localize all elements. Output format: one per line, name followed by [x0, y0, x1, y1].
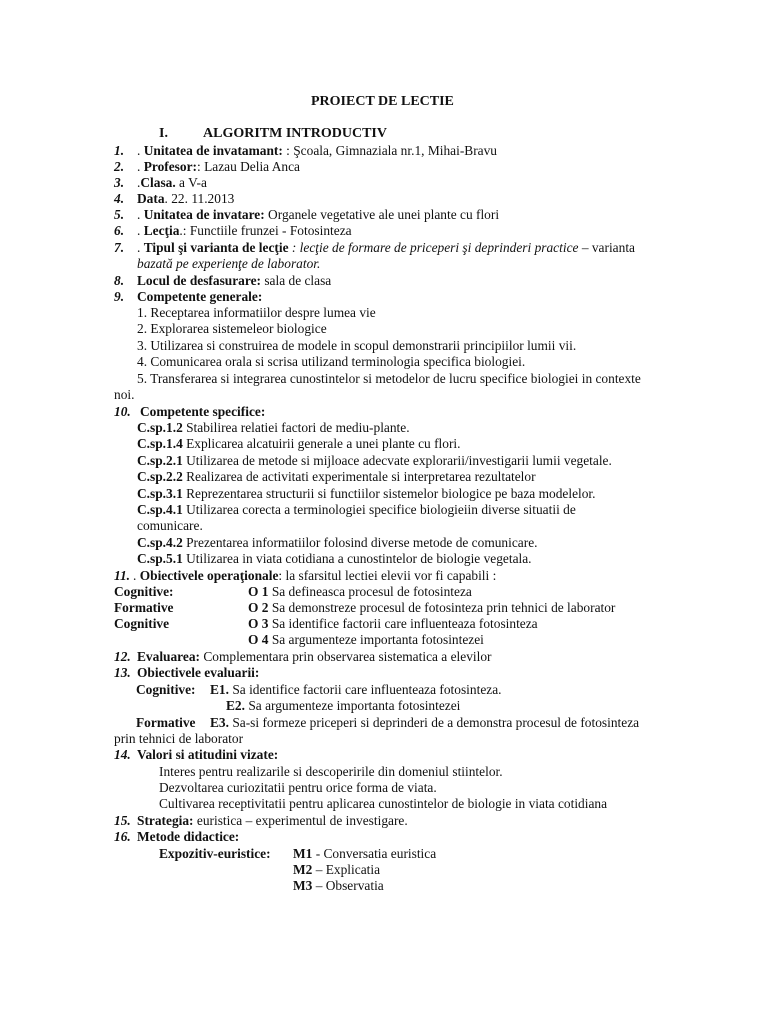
evaluation-code: E3. [210, 715, 229, 730]
list-item: 1. Receptarea informatiilor despre lumea vie [137, 305, 376, 320]
competence-code: C.sp.4.1 [137, 502, 183, 517]
item-locul [137, 273, 331, 289]
category-label: Cognitive [114, 616, 170, 631]
item-number: 12. [114, 649, 131, 664]
competence-text: Prezentarea informatiilor folosind diverse metode de comunicare. [182, 535, 538, 550]
item-label: Clasa. [140, 175, 176, 190]
list-item [137, 502, 576, 518]
evaluation-item [210, 715, 639, 731]
item-number: 2. [114, 159, 125, 174]
evaluation-item [210, 682, 502, 698]
list-item-continuation: comunicare. [137, 518, 203, 533]
objective-item [248, 616, 538, 632]
method-item [293, 862, 380, 878]
competence-text: Stabilirea relatiei factori de mediu-plante. [182, 420, 410, 435]
list-item: 5. Transferarea si integrarea cunostintelor si metodelor de lucru specifice biologiei in contexte [137, 371, 641, 386]
objective-category [114, 584, 174, 600]
item-prefix: . [137, 223, 144, 238]
item-data [137, 191, 234, 207]
method-item [293, 846, 436, 862]
item-label: Lecţia [143, 223, 180, 238]
item-number: 7. [114, 240, 125, 255]
item-number: 1. [114, 143, 125, 158]
item-prefix: . [137, 240, 144, 255]
item-value: sala de clasa [260, 273, 332, 288]
item-label: Data [137, 191, 165, 206]
list-item: 4. Comunicarea orala si scrisa utilizand terminologia specifica biologiei. [137, 354, 526, 369]
item-label: Valori si atitudini vizate: [137, 747, 279, 762]
item-number: 9. [114, 289, 125, 304]
item-evaluarea [137, 649, 492, 665]
list-item [137, 551, 532, 567]
item-label: Strategia: [137, 813, 194, 828]
competence-code: C.sp.1.4 [137, 436, 183, 451]
list-item [137, 535, 537, 551]
method-text: – Observatia [312, 878, 384, 893]
objective-text: Sa defineasca procesul de fotosinteza [268, 584, 472, 599]
item-number: 14. [114, 747, 131, 762]
method-code: M1 [293, 846, 313, 861]
item-prefix: . [137, 207, 144, 222]
item-number: 13. [114, 665, 131, 680]
item-label: Metode didactice: [137, 829, 240, 844]
item-number: 15. [114, 813, 131, 828]
item-prefix: . [137, 143, 144, 158]
item-number: 4. [114, 191, 125, 206]
item-number: 16. [114, 829, 131, 844]
objective-text: Sa demonstreze procesul de fotosinteza prin tehnici de laborator [268, 600, 616, 615]
item-value: .: Functiile frunzei - Fotosinteza [179, 223, 352, 238]
list-item [137, 436, 460, 452]
item-value: Organele vegetative ale unei plante cu flori [264, 207, 500, 222]
objective-item [248, 632, 484, 648]
method-text: – Explicatia [312, 862, 381, 877]
objective-text: Sa argumenteze importanta fotosintezei [268, 632, 484, 647]
item-number: 8. [114, 273, 125, 288]
section-heading: ALGORITM INTRODUCTIV [203, 126, 387, 141]
evaluation-category [136, 715, 196, 731]
item-value-italic: bazată pe experienţe de laborator. [137, 256, 321, 271]
item-lectia [137, 223, 352, 239]
item-label: Locul de desfasurare: [137, 273, 261, 288]
item-value: – varianta [578, 240, 635, 255]
competence-code: C.sp.1.2 [137, 420, 183, 435]
item-value: : Lazau Delia Anca [197, 159, 300, 174]
item-prefix: . [137, 159, 144, 174]
item-competente-specifice [140, 404, 265, 420]
evaluation-code: E1. [210, 682, 229, 697]
competence-code: C.sp.2.2 [137, 469, 183, 484]
competence-text: Utilizarea corecta a terminologiei specifice biologieiin diverse situatii de [182, 502, 576, 517]
competence-text: Realizarea de activitati experimentale si interpretarea rezultatelor [182, 469, 536, 484]
method-item [293, 878, 384, 894]
item-metode [137, 829, 239, 845]
item-value-italic: : lecţie de formare de priceperi şi deprinderi practice [288, 240, 579, 255]
item-label: Unitatea de invatare: [143, 207, 265, 222]
list-item [137, 486, 596, 502]
page-title: PROIECT DE LECTIE [311, 94, 454, 109]
item-label: Competente specifice: [140, 404, 266, 419]
method-code: M3 [293, 878, 313, 893]
competence-text: Utilizarea in viata cotidiana a cunostintelor de biologie vegetala. [182, 551, 532, 566]
list-item [137, 420, 410, 436]
competence-text: Reprezentarea structurii si functiilor sistemelor biologice pe baza modelelor. [182, 486, 596, 501]
objective-code: O 2 [248, 600, 269, 615]
item-value: Complementara prin observarea sistematica a elevilor [199, 649, 492, 664]
item-number: 10. [114, 404, 131, 419]
list-item: Cultivarea receptivitatii pentru aplicarea cunostintelor de biologie in viata cotidiana [159, 796, 608, 811]
item-label: Obiectivele evaluarii: [137, 665, 260, 680]
item-label: Competente generale: [137, 289, 263, 304]
competence-code: C.sp.4.2 [137, 535, 183, 550]
objective-item [248, 584, 472, 600]
list-item: 2. Explorarea sistemeleor biologice [137, 321, 327, 336]
item-continuation [137, 256, 320, 272]
competence-code: C.sp.5.1 [137, 551, 183, 566]
method-category [159, 846, 271, 862]
item-label: Evaluarea: [137, 649, 200, 664]
objective-code: O 3 [248, 616, 269, 631]
item-obiective-operationale [133, 568, 496, 584]
item-label: Profesor: [143, 159, 197, 174]
objective-code: O 1 [248, 584, 269, 599]
list-item [137, 469, 536, 485]
category-label: Formative [136, 715, 196, 730]
item-value: : Şcoala, Gimnaziala nr.1, Mihai-Bravu [282, 143, 498, 158]
objective-category [114, 616, 169, 632]
item-clasa [137, 175, 207, 191]
item-obiective-evaluarii [137, 665, 259, 681]
objective-category [114, 600, 174, 616]
item-value: . 22. 11.2013 [164, 191, 235, 206]
item-strategia [137, 813, 408, 829]
category-label: Cognitive: [114, 584, 174, 599]
competence-code: C.sp.2.1 [137, 453, 183, 468]
competence-text: Utilizarea de metode si mijloace adecvate explorarii/investigarii lumii vegetale. [182, 453, 612, 468]
category-label: Expozitiv-euristice: [159, 846, 271, 861]
item-unitatea-invatamant [137, 143, 497, 159]
method-code: M2 [293, 862, 313, 877]
list-item-continuation: noi. [114, 387, 135, 402]
item-label: Unitatea de invatamant: [143, 143, 283, 158]
list-item: 3. Utilizarea si construirea de modele in scopul demonstrarii principiilor lumii vii. [137, 338, 577, 353]
item-number: 3. [114, 175, 125, 190]
category-label: Cognitive: [136, 682, 196, 697]
list-item: Interes pentru realizarile si descoperirile din domeniul stiintelor. [159, 764, 503, 779]
item-number: 6. [114, 223, 125, 238]
evaluation-text: Sa-si formeze priceperi si deprinderi de a demonstra procesul de fotosinteza [228, 715, 640, 730]
list-item: Dezvoltarea curiozitatii pentru orice forma de viata. [159, 780, 437, 795]
objective-code: O 4 [248, 632, 269, 647]
item-value: a V-a [175, 175, 207, 190]
evaluation-code: E2. [226, 698, 245, 713]
item-prefix: . [137, 175, 141, 190]
evaluation-continuation: prin tehnici de laborator [114, 731, 244, 746]
item-competente-generale [137, 289, 262, 305]
competence-text: Explicarea alcatuirii generale a unei plante cu flori. [182, 436, 461, 451]
item-profesor [137, 159, 300, 175]
item-value: euristica – experimentul de investigare. [193, 813, 408, 828]
item-tipul-lectiei [137, 240, 635, 256]
evaluation-text: Sa argumenteze importanta fotosintezei [244, 698, 461, 713]
evaluation-text: Sa identifice factorii care influenteaza fotosinteza. [228, 682, 502, 697]
method-text: - Conversatia euristica [312, 846, 437, 861]
item-prefix: . [133, 568, 140, 583]
evaluation-category [136, 682, 196, 698]
category-label: Formative [114, 600, 174, 615]
list-item [137, 453, 612, 469]
item-value: : la sfarsitul lectiei elevii vor fi capabili : [278, 568, 497, 583]
item-label: Tipul şi varianta de lecţie [143, 240, 289, 255]
objective-item [248, 600, 615, 616]
objective-text: Sa identifice factorii care influenteaza fotosinteza [268, 616, 538, 631]
competence-code: C.sp.3.1 [137, 486, 183, 501]
item-unitatea-invatare [137, 207, 499, 223]
section-number: I. [159, 126, 168, 141]
item-valori [137, 747, 278, 763]
item-label: Obiectivele operaţionale [139, 568, 279, 583]
item-number: 5. [114, 207, 125, 222]
evaluation-item [226, 698, 460, 714]
item-number: 11. [114, 568, 130, 583]
